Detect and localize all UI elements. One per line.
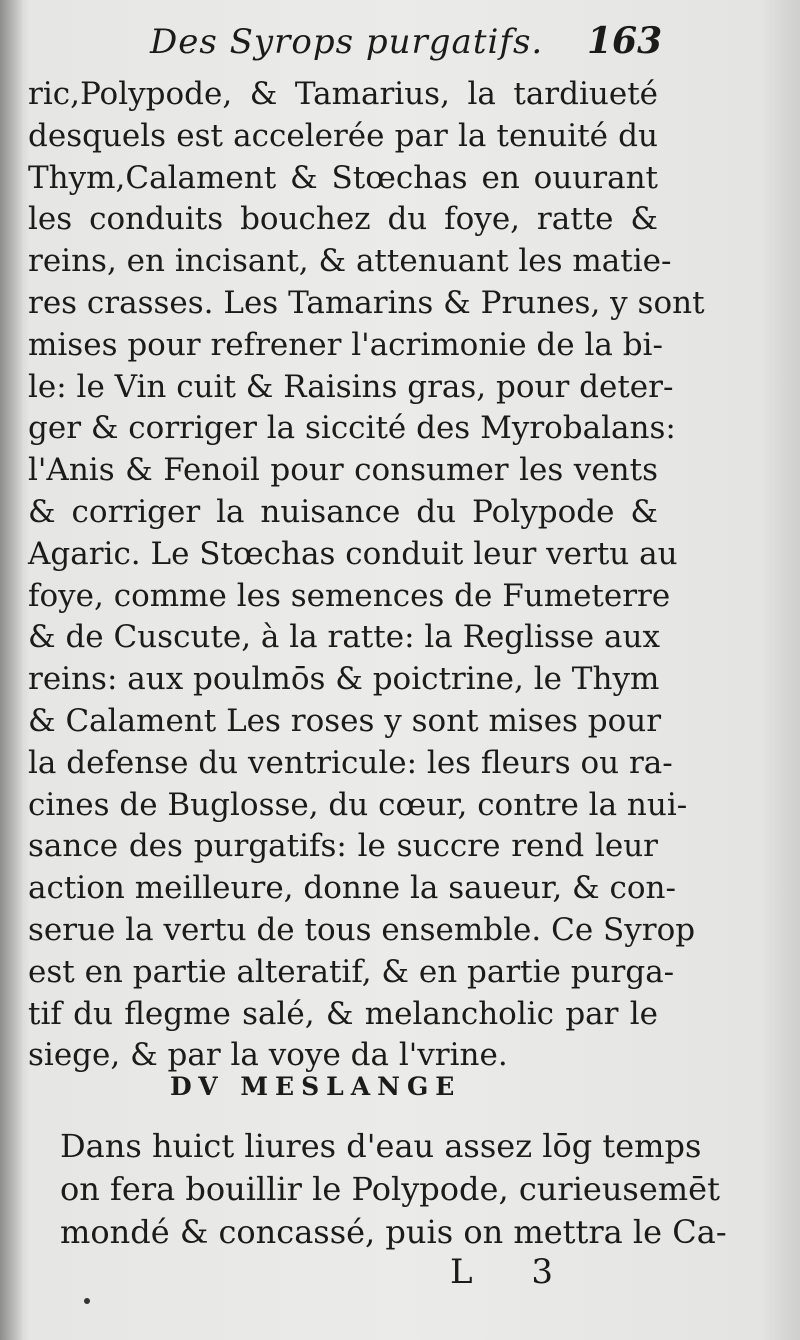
text-line: les conduits bouchez du foye, ratte & <box>28 201 658 238</box>
text-line: reins, en incisant, & attenuant les matie- <box>28 243 672 280</box>
running-head: Des Syrops purgatifs. <box>150 22 544 62</box>
text-line: res crasses. Les Tamarins & Prunes, y sont <box>28 284 705 321</box>
text-line: desquels est accelerée par la tenuité du <box>28 117 658 154</box>
ink-speck <box>84 1298 90 1304</box>
text-line: la defense du ventricule: les fleurs ou ra- <box>28 744 673 781</box>
text-line: ger & corriger la siccité des Myrobalans: <box>28 410 676 447</box>
main-paragraph <box>28 74 705 1077</box>
section-paragraph <box>60 1125 727 1254</box>
text-line: est en partie alteratif, & en partie purga- <box>28 953 675 990</box>
text-line: tif du flegme salé, & melancholic par le <box>28 995 658 1032</box>
text-line: l'Anis & Fenoil pour consumer les vents <box>28 452 658 489</box>
text-line: Dans huict liures d'eau assez lōg temps <box>60 1127 702 1165</box>
text-line: & Calament Les roses y sont mises pour <box>28 702 662 739</box>
text-line: serue la vertu de tous ensemble. Ce Syrop <box>28 911 696 948</box>
text-line: Thym,Calament & Stœchas en ouurant <box>28 159 658 196</box>
text-line: & corriger la nuisance du Polypode & <box>28 493 658 530</box>
text-line: on fera bouillir le Polypode, curieusemēt <box>60 1170 720 1208</box>
text-line: cines de Buglosse, du cœur, contre la nui- <box>28 786 688 823</box>
section-heading: DV MESLANGE <box>170 1072 462 1101</box>
text-line: & de Cuscute, à la ratte: la Reglisse aux <box>28 619 660 656</box>
text-line: siege, & par la voye da l'vrine. <box>28 1037 508 1074</box>
text-line: action meilleure, donne la saueur, & con- <box>28 870 676 907</box>
text-line: reins: aux poulmōs & poictrine, le Thym <box>28 661 660 698</box>
text-line: ric,Polypode, & Tamarius, la tardiueté <box>28 76 658 112</box>
text-line: le: le Vin cuit & Raisins gras, pour deter- <box>28 368 674 405</box>
text-line: foye, comme les semences de Fumeterre <box>28 577 671 614</box>
signature-mark: L 3 <box>450 1252 578 1292</box>
text-line: mondé & concassé, puis on mettra le Ca- <box>60 1213 727 1251</box>
text-line: sance des purgatifs: le succre rend leur <box>28 828 658 865</box>
page-gutter-shadow <box>0 0 22 1340</box>
text-line: Agaric. Le Stœchas conduit leur vertu au <box>28 535 678 572</box>
page-number: 163 <box>587 20 663 62</box>
text-line: mises pour refrener l'acrimonie de la bi- <box>28 326 663 363</box>
